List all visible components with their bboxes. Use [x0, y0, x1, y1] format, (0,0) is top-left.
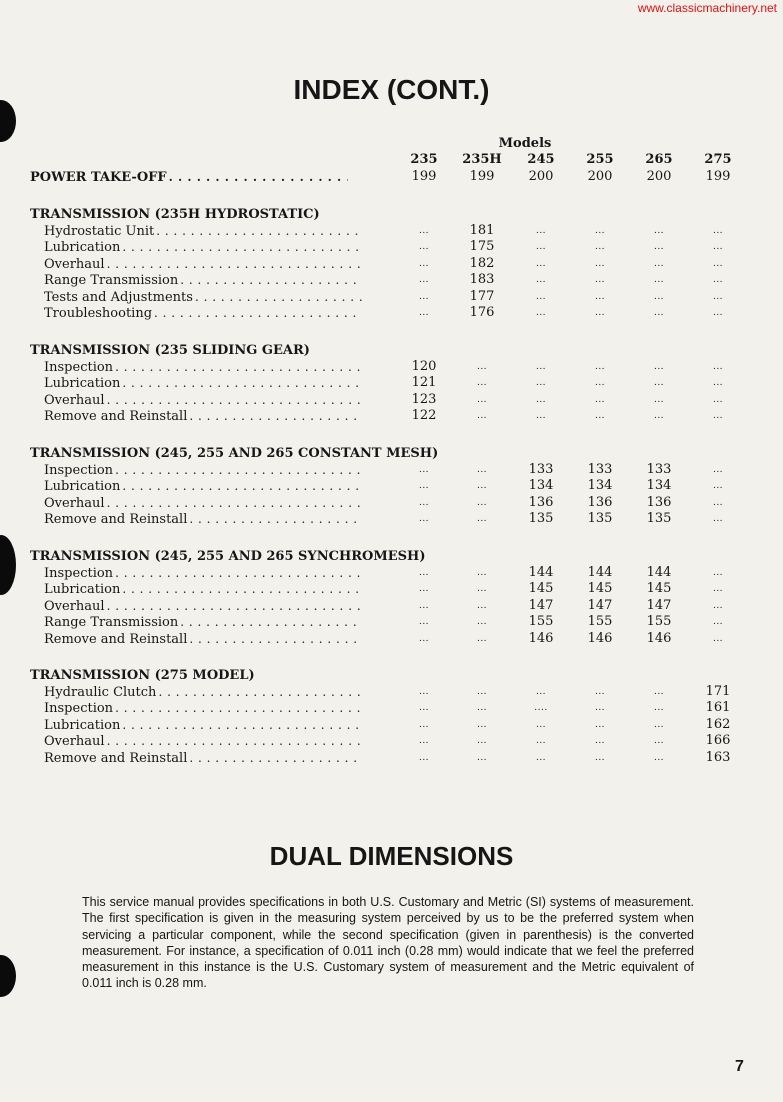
page-ref: ...	[653, 752, 665, 763]
page-ref: ...	[594, 225, 606, 236]
page-ref: ...	[476, 584, 488, 594]
page-ref: 136	[646, 494, 672, 510]
section-title: TRANSMISSION (235 SLIDING GEAR)	[30, 343, 310, 358]
entry-label: Lubrication . . .	[44, 239, 362, 255]
index-entry	[30, 305, 750, 321]
page-ref: ...	[418, 719, 430, 730]
binder-hole	[0, 100, 16, 142]
page-ref: ...	[712, 378, 724, 388]
page-ref: 175	[469, 239, 495, 254]
page-ref: 145	[587, 581, 613, 596]
model-header: 245	[527, 152, 555, 167]
page-ref: ...	[594, 291, 606, 302]
page-ref: 146	[646, 630, 672, 646]
page-ref: ...	[535, 258, 547, 269]
page-ref: 166	[705, 733, 731, 748]
page-ref: 133	[587, 461, 613, 477]
page-ref: 135	[528, 511, 554, 526]
index-entry-power-takeoff	[30, 169, 750, 185]
index-entry	[30, 239, 750, 255]
index-entry	[30, 581, 750, 597]
page-ref: 183	[469, 272, 495, 287]
page-ref: ...	[594, 275, 606, 285]
page-ref: ...	[594, 308, 606, 318]
index-entry	[30, 256, 750, 272]
page-ref: ...	[535, 394, 547, 405]
page-ref: ...	[476, 394, 488, 405]
page-ref: ...	[418, 633, 430, 644]
page-ref: 200	[587, 169, 613, 184]
entry-label: Inspection . . .	[44, 462, 362, 478]
entry-label: POWER TAKE-OFF . . .	[30, 169, 348, 185]
page-ref: ...	[594, 736, 606, 746]
entry-label: Overhaul . . .	[44, 733, 362, 749]
page-ref: ...	[594, 752, 606, 763]
index-entry	[30, 375, 750, 391]
page-ref: 155	[646, 614, 672, 629]
page-ref: ...	[712, 514, 724, 524]
page-ref: 136	[528, 494, 554, 510]
binder-hole	[0, 535, 16, 595]
page-ref: ...	[476, 361, 488, 372]
page-ref: ...	[653, 291, 665, 302]
page-ref: ...	[653, 411, 665, 421]
section-title: TRANSMISSION (275 MODEL)	[30, 668, 255, 683]
page-ref: 199	[705, 169, 731, 184]
page-ref: 133	[646, 461, 672, 477]
page-ref: ...	[418, 567, 430, 578]
page-ref: ...	[594, 686, 606, 697]
model-header: 275	[704, 152, 732, 167]
page-ref: 177	[469, 288, 495, 304]
page-ref: 155	[587, 614, 613, 629]
page-ref: ...	[476, 736, 488, 746]
page-ref: ...	[653, 703, 665, 713]
page-ref: ...	[712, 394, 724, 405]
page-ref: 145	[528, 581, 554, 596]
page-ref: ...	[712, 258, 724, 269]
entry-label: Overhaul . . .	[44, 392, 362, 408]
page-ref: 135	[587, 511, 613, 526]
page-ref: ...	[535, 752, 547, 763]
index-entry	[30, 700, 750, 716]
index-entry	[30, 750, 750, 766]
page-ref: 144	[646, 564, 672, 580]
page-ref: 200	[646, 169, 672, 184]
index-entry	[30, 462, 750, 478]
page-ref: ...	[712, 275, 724, 285]
page-ref: ...	[653, 736, 665, 746]
page-ref: 121	[411, 375, 437, 390]
page-ref: ....	[534, 703, 548, 713]
page-ref: ...	[418, 497, 430, 508]
page-ref: ...	[653, 225, 665, 236]
page-ref: ...	[418, 584, 430, 594]
page-ref: ...	[476, 464, 488, 475]
page-ref: ...	[535, 308, 547, 318]
index-entry	[30, 495, 750, 511]
page-ref: ...	[653, 275, 665, 285]
page-ref: 144	[528, 564, 554, 580]
entry-label: Inspection . . .	[44, 565, 362, 581]
entry-label: Remove and Reinstall . . .	[44, 511, 362, 527]
page-ref: ...	[653, 258, 665, 269]
entry-label: Inspection . . .	[44, 359, 362, 375]
index-entry	[30, 223, 750, 239]
index-entry	[30, 272, 750, 288]
page-ref: ...	[476, 686, 488, 697]
entry-label: Remove and Reinstall . . .	[44, 408, 362, 424]
page-ref: ...	[418, 752, 430, 763]
entry-label: Remove and Reinstall . . .	[44, 631, 362, 647]
entry-label: Lubrication . . .	[44, 375, 362, 391]
page-ref: 147	[528, 597, 554, 613]
page-ref: 176	[469, 305, 495, 320]
dual-dimensions-title: DUAL DIMENSIONS	[269, 841, 514, 871]
page-ref: 161	[705, 700, 731, 715]
page-ref: ...	[712, 308, 724, 318]
page-ref: 122	[411, 408, 437, 423]
page-ref: 145	[646, 581, 672, 596]
page-ref: ...	[476, 514, 488, 524]
page-ref: 135	[646, 511, 672, 526]
page-ref: ...	[594, 394, 606, 405]
page-ref: ...	[712, 617, 724, 627]
index-entry	[30, 408, 750, 424]
model-header-row	[30, 152, 750, 168]
page-ref: ...	[418, 291, 430, 302]
page-number: 7	[735, 1058, 744, 1075]
section-title: TRANSMISSION (245, 255 AND 265 SYNCHROMESH)	[30, 549, 426, 564]
model-header: 255	[586, 152, 614, 167]
page-ref: ...	[712, 600, 724, 611]
page-ref: ...	[476, 411, 488, 421]
section-title: TRANSMISSION (245, 255 AND 265 CONSTANT MESH)	[30, 446, 439, 461]
index-entry	[30, 359, 750, 375]
entry-label: Remove and Reinstall . . .	[44, 750, 362, 766]
page-ref: ...	[653, 394, 665, 405]
index-entry	[30, 392, 750, 408]
dual-dimensions-text: This service manual provides specifications in both U.S. Customary and Metric (SI) systems of measurement. The first specification is given in the measuring system perceived by us to be the preferred system when servicing a particular component, while the second specification (given in parenthesis) is the converted measurement. For instance, a specification of 0.011 inch (0.28 mm) would indicate that we feel the preferred measurement in this instance is the U.S. Customary system of measurement and the Metric equivalent of 0.011 inch is 0.28 mm.	[82, 895, 694, 991]
page-ref: ...	[418, 464, 430, 475]
page-ref: ...	[712, 481, 724, 491]
entry-label: Range Transmission . . .	[44, 272, 362, 288]
page-ref: ...	[594, 719, 606, 730]
page-ref: 199	[411, 169, 437, 184]
page-ref: 134	[528, 478, 554, 493]
page-ref: ...	[476, 378, 488, 388]
page-ref: ...	[535, 686, 547, 697]
page-ref: ...	[535, 378, 547, 388]
page-ref: ...	[418, 736, 430, 746]
page-ref: ...	[418, 617, 430, 627]
index-entry	[30, 684, 750, 700]
page-ref: ...	[712, 291, 724, 302]
page-ref: 155	[528, 614, 554, 629]
page-ref: ...	[712, 633, 724, 644]
page-ref: ...	[476, 719, 488, 730]
index-entry	[30, 733, 750, 749]
models-label: Models	[498, 136, 552, 151]
page-ref: ...	[712, 497, 724, 508]
page-ref: 120	[411, 358, 437, 374]
model-header: 235H	[462, 152, 502, 167]
section-heading	[30, 206, 750, 222]
page-ref: ...	[535, 291, 547, 302]
page-ref: ...	[535, 361, 547, 372]
page-ref: ...	[418, 600, 430, 611]
page-ref: ...	[712, 411, 724, 421]
page-ref: 163	[705, 749, 731, 765]
page-ref: ...	[653, 361, 665, 372]
entry-label: Overhaul . . .	[44, 598, 362, 614]
page-ref: 136	[587, 494, 613, 510]
page-ref: 146	[587, 630, 613, 646]
page-ref: ...	[653, 242, 665, 252]
page-ref: ...	[418, 686, 430, 697]
page-ref: 200	[528, 169, 554, 184]
index-entry	[30, 289, 750, 305]
page-ref: ...	[418, 258, 430, 269]
page-ref: 134	[646, 478, 672, 493]
page-ref: ...	[535, 275, 547, 285]
page-ref: ...	[418, 275, 430, 285]
page-ref: ...	[653, 308, 665, 318]
page-ref: 199	[469, 169, 495, 184]
entry-label: Tests and Adjustments . . .	[44, 289, 362, 305]
index-entry	[30, 598, 750, 614]
entry-label: Lubrication . . .	[44, 717, 362, 733]
page-ref: ...	[712, 242, 724, 252]
entry-label: Hydraulic Clutch . . .	[44, 684, 362, 700]
page-ref: ...	[712, 464, 724, 475]
page-ref: 123	[411, 391, 437, 407]
index-entry	[30, 511, 750, 527]
page-ref: ...	[476, 633, 488, 644]
page-title: INDEX (CONT.)	[293, 74, 490, 105]
page-ref: ...	[594, 258, 606, 269]
page-ref: ...	[535, 719, 547, 730]
page-ref: 133	[528, 461, 554, 477]
section-heading	[30, 667, 750, 683]
index-entry	[30, 631, 750, 647]
page-ref: 147	[587, 597, 613, 613]
page-ref: ...	[535, 411, 547, 421]
page-ref: ...	[418, 308, 430, 318]
entry-label: Range Transmission . . .	[44, 614, 362, 630]
page-ref: ...	[594, 378, 606, 388]
page-ref: ...	[476, 497, 488, 508]
page-ref: ...	[418, 242, 430, 252]
page-ref: ...	[712, 584, 724, 594]
page-ref: ...	[476, 567, 488, 578]
binder-hole	[0, 955, 16, 997]
index-entry	[30, 717, 750, 733]
entry-label: Lubrication . . .	[44, 478, 362, 494]
section-heading	[30, 445, 750, 461]
entry-label: Overhaul . . .	[44, 495, 362, 511]
page-ref: 147	[646, 597, 672, 613]
page-ref: ...	[476, 752, 488, 763]
page-ref: ...	[712, 225, 724, 236]
watermark: www.classicmachinery.net	[637, 1, 777, 15]
page-ref: ...	[418, 481, 430, 491]
index-entry	[30, 478, 750, 494]
page-ref: ...	[594, 242, 606, 252]
section-title: TRANSMISSION (235H HYDROSTATIC)	[30, 207, 320, 222]
page-ref: ...	[418, 703, 430, 713]
page-ref: 181	[469, 222, 495, 238]
page-ref: 144	[587, 564, 613, 580]
model-header: 265	[645, 152, 673, 167]
page-ref: ...	[418, 225, 430, 236]
page-ref: ...	[535, 736, 547, 746]
page-ref: 162	[705, 716, 731, 732]
page-ref: ...	[535, 242, 547, 252]
entry-label: Overhaul . . .	[44, 256, 362, 272]
page-ref: 134	[587, 478, 613, 493]
page-ref: ...	[535, 225, 547, 236]
page-ref: ...	[476, 481, 488, 491]
page-ref: ...	[476, 703, 488, 713]
page-ref: ...	[653, 378, 665, 388]
page-ref: ...	[653, 719, 665, 730]
index-entry	[30, 565, 750, 581]
entry-label: Troubleshooting . . .	[44, 305, 362, 321]
page-ref: ...	[653, 686, 665, 697]
page-ref: ...	[712, 567, 724, 578]
page-ref: ...	[594, 411, 606, 421]
entry-label: Inspection . . .	[44, 700, 362, 716]
page-ref: 146	[528, 630, 554, 646]
page-ref: ...	[594, 703, 606, 713]
page-ref: ...	[594, 361, 606, 372]
page-ref: ...	[476, 600, 488, 611]
index-entry	[30, 614, 750, 630]
model-header: 235	[410, 152, 438, 167]
page-ref: 171	[705, 683, 731, 699]
page-ref: ...	[476, 617, 488, 627]
section-heading	[30, 548, 750, 564]
entry-label: Hydrostatic Unit . . .	[44, 223, 362, 239]
page-ref: ...	[712, 361, 724, 372]
page-ref: 182	[469, 255, 495, 271]
section-heading	[30, 342, 750, 358]
page-ref: ...	[418, 514, 430, 524]
entry-label: Lubrication . . .	[44, 581, 362, 597]
